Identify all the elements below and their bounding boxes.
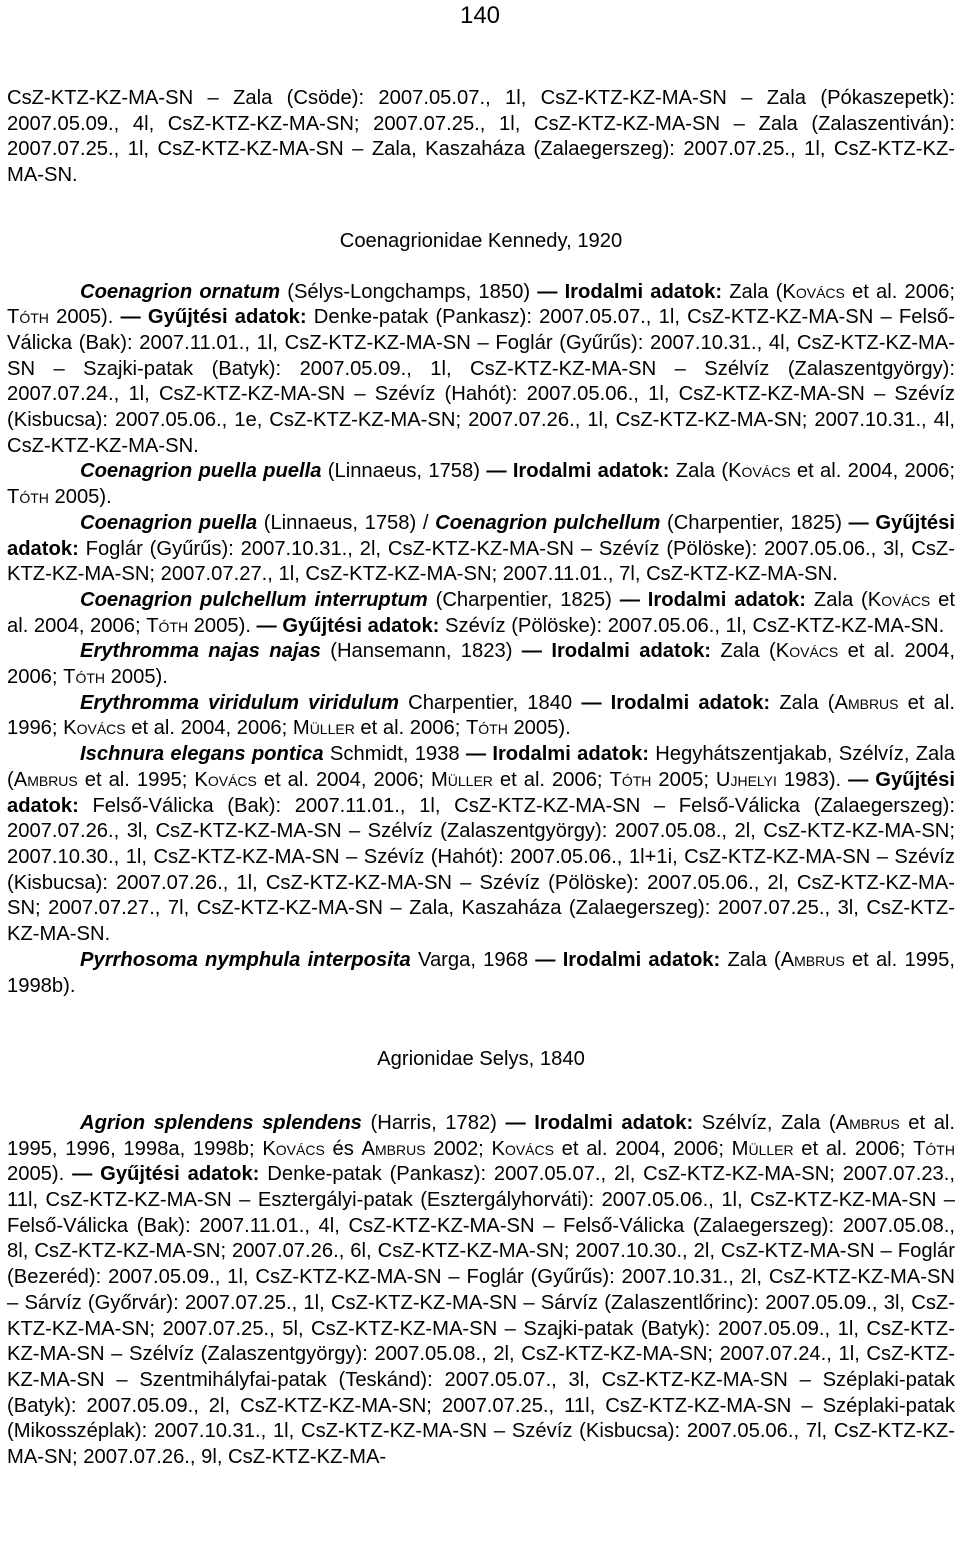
- species-author: (Linnaeus, 1758): [321, 460, 487, 483]
- literature-text: 2005).: [48, 486, 112, 509]
- species-author: (Hansemann, 1823): [320, 640, 522, 663]
- author-name: Müller: [430, 768, 493, 791]
- literature-text: Zala (: [806, 588, 868, 611]
- literature-text: Zala (: [711, 640, 776, 663]
- literature-text: Zala (: [669, 460, 729, 483]
- page-number: 140: [459, 2, 501, 29]
- literature-label: Irodalmi adatok:: [639, 588, 807, 611]
- species-name: Erythromma najas najas: [80, 640, 321, 663]
- collection-label: Gyűjtési adatok:: [92, 1163, 260, 1186]
- em-dash: —: [535, 948, 556, 971]
- literature-text: et al. 2004, 2006;: [7, 640, 955, 689]
- family-name: Agrionidae: [377, 1048, 474, 1071]
- literature-text: 2005).: [48, 306, 121, 329]
- paragraph-continued: CsZ-KTZ-KZ-MA-SN – Zala (Csöde): 2007.05.07., 1l, CsZ-KTZ-KZ-MA-SN – Zala (Pókaszepetk): 2007.05.09., 4l, CsZ-KTZ-KZ-MA-SN; 2007.07.25., 1l, CsZ-KTZ-KZ-MA-SN – Zala (Zalaszentiván): 2007.07.25., 1l, CsZ-KTZ-KZ-MA-SN – Zala, Kaszaháza (Zalaegerszeg): 2007.07.25., 1l, CsZ-KTZ-KZ-MA-SN.: [7, 87, 955, 187]
- literature-label: Irodalmi adatok:: [557, 280, 723, 303]
- em-dash: —: [521, 640, 542, 663]
- author-name: Kovács: [728, 460, 791, 483]
- author-name: Tóth: [465, 717, 508, 740]
- species-name: Coenagrion pulchellum interruptum: [80, 588, 428, 611]
- collection-text: Denke-patak (Pankasz): 2007.05.07., 2l, CsZ-KTZ-KZ-MA-SN; 2007.07.23., 11l, CsZ-KTZ-KZ-MA-SN – Esztergályi-patak (Esztergályhorváti): 2007.05.06., 1l, CsZ-KTZ-KZ-MA-SN – Felső-Válicka (Bak): 2007.11.01., 4l, CsZ-KTZ-KZ-MA-SN – Felső-Válicka (Zalaegerszeg): 2007.05.08., 8l, CsZ-KTZ-KZ-MA-SN; 2007.07.26., 6l, CsZ-KTZ-KZ-MA-SN; 2007.10.30., 2l, CsZ-KTZ-MA-SN – Foglár (Bezeréd): 2007.05.09., 1l, CsZ-KTZ-KZ-MA-SN – Foglár (Gyűrűs): 2007.10.31., 2l, CsZ-KTZ-KZ-MA-SN – Sárvíz (Győrvár): 2007.07.25., 1l, CsZ-KTZ-KZ-MA-SN – Sárvíz (Zalaszentlőrinc): 2007.05.09., 3l, CsZ-KTZ-KZ-MA-SN; 2007.07.25., 5l, CsZ-KTZ-KZ-MA-SN – Szajki-patak (Batyk): 2007.05.09., 1l, CsZ-KTZ-KZ-MA-SN – Szélvíz (Zalaszentgyörgy): 2007.05.08., 2l, CsZ-KTZ-KZ-MA-SN; 2007.07.24., 1l, CsZ-KTZ-KZ-MA-SN – Szentmihályfai-patak (Teskánd): 2007.05.07., 3l, CsZ-KTZ-KZ-MA-SN – Széplaki-patak (Batyk): 2007.05.09., 2l, CsZ-KTZ-KZ-MA-SN; 2007.07.25., 11l, CsZ-KTZ-KZ-MA-SN – Széplaki-patak (Mikosszéplak): 2007.10.31., 1l, CsZ-KTZ-KZ-MA-SN – Szévíz (Kisbucsa): 2007.05.06., 7l, CsZ-KTZ-KZ-MA-SN; 2007.07.26., 9l, CsZ-KTZ-KZ-MA-: [7, 1163, 955, 1469]
- author-name: Ambrus: [780, 948, 845, 971]
- species-entry: [7, 691, 955, 742]
- author-name: Tóth: [7, 306, 49, 329]
- literature-text: 2005).: [7, 1163, 73, 1186]
- species-author: (Charpentier, 1825): [427, 588, 620, 611]
- em-dash: —: [486, 460, 507, 483]
- em-dash: —: [848, 511, 869, 534]
- species-name: Coenagrion ornatum: [80, 280, 281, 303]
- em-dash: —: [537, 280, 558, 303]
- literature-text: et al. 2004, 2006;: [7, 588, 955, 637]
- literature-text: 2005).: [188, 614, 257, 637]
- species-author: (Sélys-Longchamps, 1850): [280, 280, 538, 303]
- literature-label: Irodalmi adatok:: [555, 948, 721, 971]
- author-name: Kovács: [782, 280, 845, 303]
- literature-text: 1983).: [776, 768, 849, 791]
- author-name: Tóth: [63, 666, 106, 689]
- literature-text: Hegyhátszentjakab, Szélvíz, Zala (: [7, 743, 955, 791]
- literature-text: et al. 2004, 2006;: [125, 717, 293, 740]
- species-entry: [7, 1111, 955, 1471]
- species-entry: [7, 511, 955, 588]
- family-heading-coenagrionidae: [7, 229, 955, 255]
- species-entry: [7, 639, 955, 690]
- em-dash: —: [72, 1163, 93, 1186]
- author-name: Ambrus: [361, 1137, 426, 1160]
- author-name: Tóth: [7, 486, 49, 509]
- collection-text: Felső-Válicka (Bak): 2007.11.01., 1l, CsZ-KTZ-KZ-MA-SN – Felső-Válicka (Zalaegerszeg): 2007.07.26., 3l, CsZ-KTZ-KZ-MA-SN – Szélvíz (Zalaszentgyörgy): 2007.05.08., 2l, CsZ-KTZ-KZ-MA-SN; 2007.10.30., 1l, CsZ-KTZ-KZ-MA-SN – Szévíz (Hahót): 2007.05.06., 1l+1i, CsZ-KTZ-KZ-MA-SN – Szévíz (Kisbucsa): 2007.07.26., 1l, CsZ-KTZ-KZ-MA-SN – Szévíz (Pölöske): 2007.05.06., 2l, CsZ-KTZ-KZ-MA-SN; 2007.07.27., 7l, CsZ-KTZ-KZ-MA-SN – Zala, Kaszaháza (Zalaegerszeg): 2007.07.25., 3l, CsZ-KTZ-KZ-MA-SN.: [7, 794, 955, 946]
- literature-text: et al. 2004, 2006;: [256, 768, 431, 791]
- page-body: [7, 86, 955, 1471]
- author-name: Tóth: [146, 614, 189, 637]
- family-author: Kennedy, 1920: [482, 229, 623, 252]
- species-name: Coenagrion puella puella: [80, 460, 322, 483]
- literature-text: et al. 2006;: [793, 1137, 914, 1160]
- literature-text: et al. 2006;: [844, 280, 956, 303]
- literature-text: et al. 2004, 2006;: [790, 460, 956, 483]
- em-dash: —: [505, 1111, 526, 1134]
- family-heading-agrionidae: [7, 1047, 955, 1073]
- species-author: (Charpentier, 1825): [660, 511, 849, 534]
- em-dash: —: [465, 743, 487, 766]
- species-author: Charpentier, 1840: [398, 691, 582, 714]
- literature-text: et al. 2004, 2006;: [553, 1137, 732, 1160]
- author-name: Ujhelyi: [715, 768, 777, 791]
- literature-text: et al. 1995, 1996, 1998a, 1998b;: [7, 1111, 956, 1160]
- species-author: Varga, 1968: [410, 948, 536, 971]
- author-name: Kovács: [775, 640, 839, 663]
- literature-text: Szélvíz, Zala (: [693, 1111, 836, 1134]
- author-name: Müller: [292, 717, 355, 740]
- author-name: Ambrus: [834, 691, 899, 714]
- literature-text: Zala (: [720, 948, 781, 971]
- em-dash: —: [256, 614, 277, 637]
- literature-text: 2005).: [507, 717, 571, 740]
- species-entry: [7, 280, 955, 460]
- author-name: Kovács: [867, 588, 931, 611]
- species-name: Coenagrion pulchellum: [435, 511, 661, 534]
- literature-text: et al. 2006;: [354, 717, 466, 740]
- author-name: Kovács: [63, 717, 126, 740]
- collection-label: Gyűjtési adatok:: [140, 306, 307, 329]
- species-author: (Harris, 1782): [361, 1111, 506, 1134]
- author-name: Kovács: [491, 1137, 554, 1160]
- literature-text: et al. 1995, 1998b).: [7, 948, 955, 997]
- literature-text: et al. 1996;: [7, 691, 955, 740]
- species-name: Pyrrhosoma nymphula interposita: [80, 948, 411, 971]
- em-dash: —: [581, 691, 602, 714]
- collection-label: Gyűjtési adatok:: [7, 511, 955, 560]
- em-dash: —: [619, 588, 640, 611]
- literature-text: 2002;: [425, 1137, 492, 1160]
- literature-label: Irodalmi adatok:: [601, 691, 771, 714]
- collection-text: Szévíz (Pölöske): 2007.05.06., 1l, CsZ-KTZ-KZ-MA-SN.: [439, 614, 945, 637]
- author-name: Tóth: [609, 768, 652, 791]
- family-author: Selys, 1840: [473, 1048, 585, 1071]
- literature-label: Irodalmi adatok:: [506, 460, 670, 483]
- species-name: Erythromma viridulum viridulum: [80, 691, 399, 714]
- species-name: Coenagrion puella: [80, 511, 258, 534]
- literature-label: Irodalmi adatok:: [541, 640, 712, 663]
- species-author: Schmidt, 1938: [323, 743, 466, 766]
- author-name: Tóth: [913, 1137, 955, 1160]
- collection-text: Denke-patak (Pankasz): 2007.05.07., 1l, CsZ-KTZ-KZ-MA-SN – Felső-Válicka (Bak): 2007.11.01., 1l, CsZ-KTZ-KZ-MA-SN – Foglár (Gyűrűs): 2007.10.31., 4l, CsZ-KTZ-KZ-MA-SN – Szajki-patak (Batyk): 2007.05.09., 1l, CsZ-KTZ-KZ-MA-SN – Szélvíz (Zalaszentgyörgy): 2007.07.24., 1l, CsZ-KTZ-KZ-MA-SN – Szévíz (Hahót): 2007.05.06., 1l, CsZ-KTZ-KZ-MA-SN – Szévíz (Kisbucsa): 2007.05.06., 1e, CsZ-KTZ-KZ-MA-SN; 2007.07.26., 1l, CsZ-KTZ-KZ-MA-SN; 2007.10.31., 4l, CsZ-KTZ-KZ-MA-SN.: [7, 306, 955, 457]
- literature-text: Zala (: [722, 280, 783, 303]
- author-name: Kovács: [194, 768, 257, 791]
- collection-label: Gyűjtési adatok:: [7, 768, 955, 817]
- author-name: Ambrus: [13, 768, 78, 791]
- literature-text: és: [324, 1137, 362, 1160]
- species-entry: [7, 948, 955, 999]
- species-entry: [7, 459, 955, 510]
- author-name: Kovács: [262, 1137, 325, 1160]
- literature-text: 2005;: [651, 768, 716, 791]
- literature-text: 2005).: [105, 666, 168, 689]
- literature-text: et al. 2006;: [492, 768, 610, 791]
- author-name: Ambrus: [835, 1111, 900, 1134]
- species-author: (Linnaeus, 1758) /: [257, 511, 436, 534]
- author-name: Müller: [731, 1137, 794, 1160]
- species-name: Agrion splendens splendens: [80, 1111, 362, 1134]
- literature-text: Zala (: [770, 691, 835, 714]
- collection-text: Foglár (Gyűrűs): 2007.10.31., 2l, CsZ-KTZ-KZ-MA-SN – Szévíz (Pölöske): 2007.05.06., 3l, CsZ-KTZ-KZ-MA-SN; 2007.07.27., 1l, CsZ-KTZ-KZ-MA-SN; 2007.11.01., 7l, CsZ-KTZ-KZ-MA-SN.: [7, 537, 955, 586]
- collection-label: Gyűjtési adatok:: [276, 614, 440, 637]
- species-name: Ischnura elegans pontica: [80, 743, 324, 766]
- em-dash: —: [848, 768, 869, 791]
- family-name: Coenagrionidae: [339, 229, 483, 252]
- literature-label: Irodalmi adatok:: [525, 1111, 694, 1134]
- species-entry: [7, 742, 955, 948]
- literature-text: et al. 1995;: [77, 768, 195, 791]
- literature-label: Irodalmi adatok:: [486, 743, 649, 766]
- em-dash: —: [120, 306, 141, 329]
- species-entry: [7, 588, 955, 639]
